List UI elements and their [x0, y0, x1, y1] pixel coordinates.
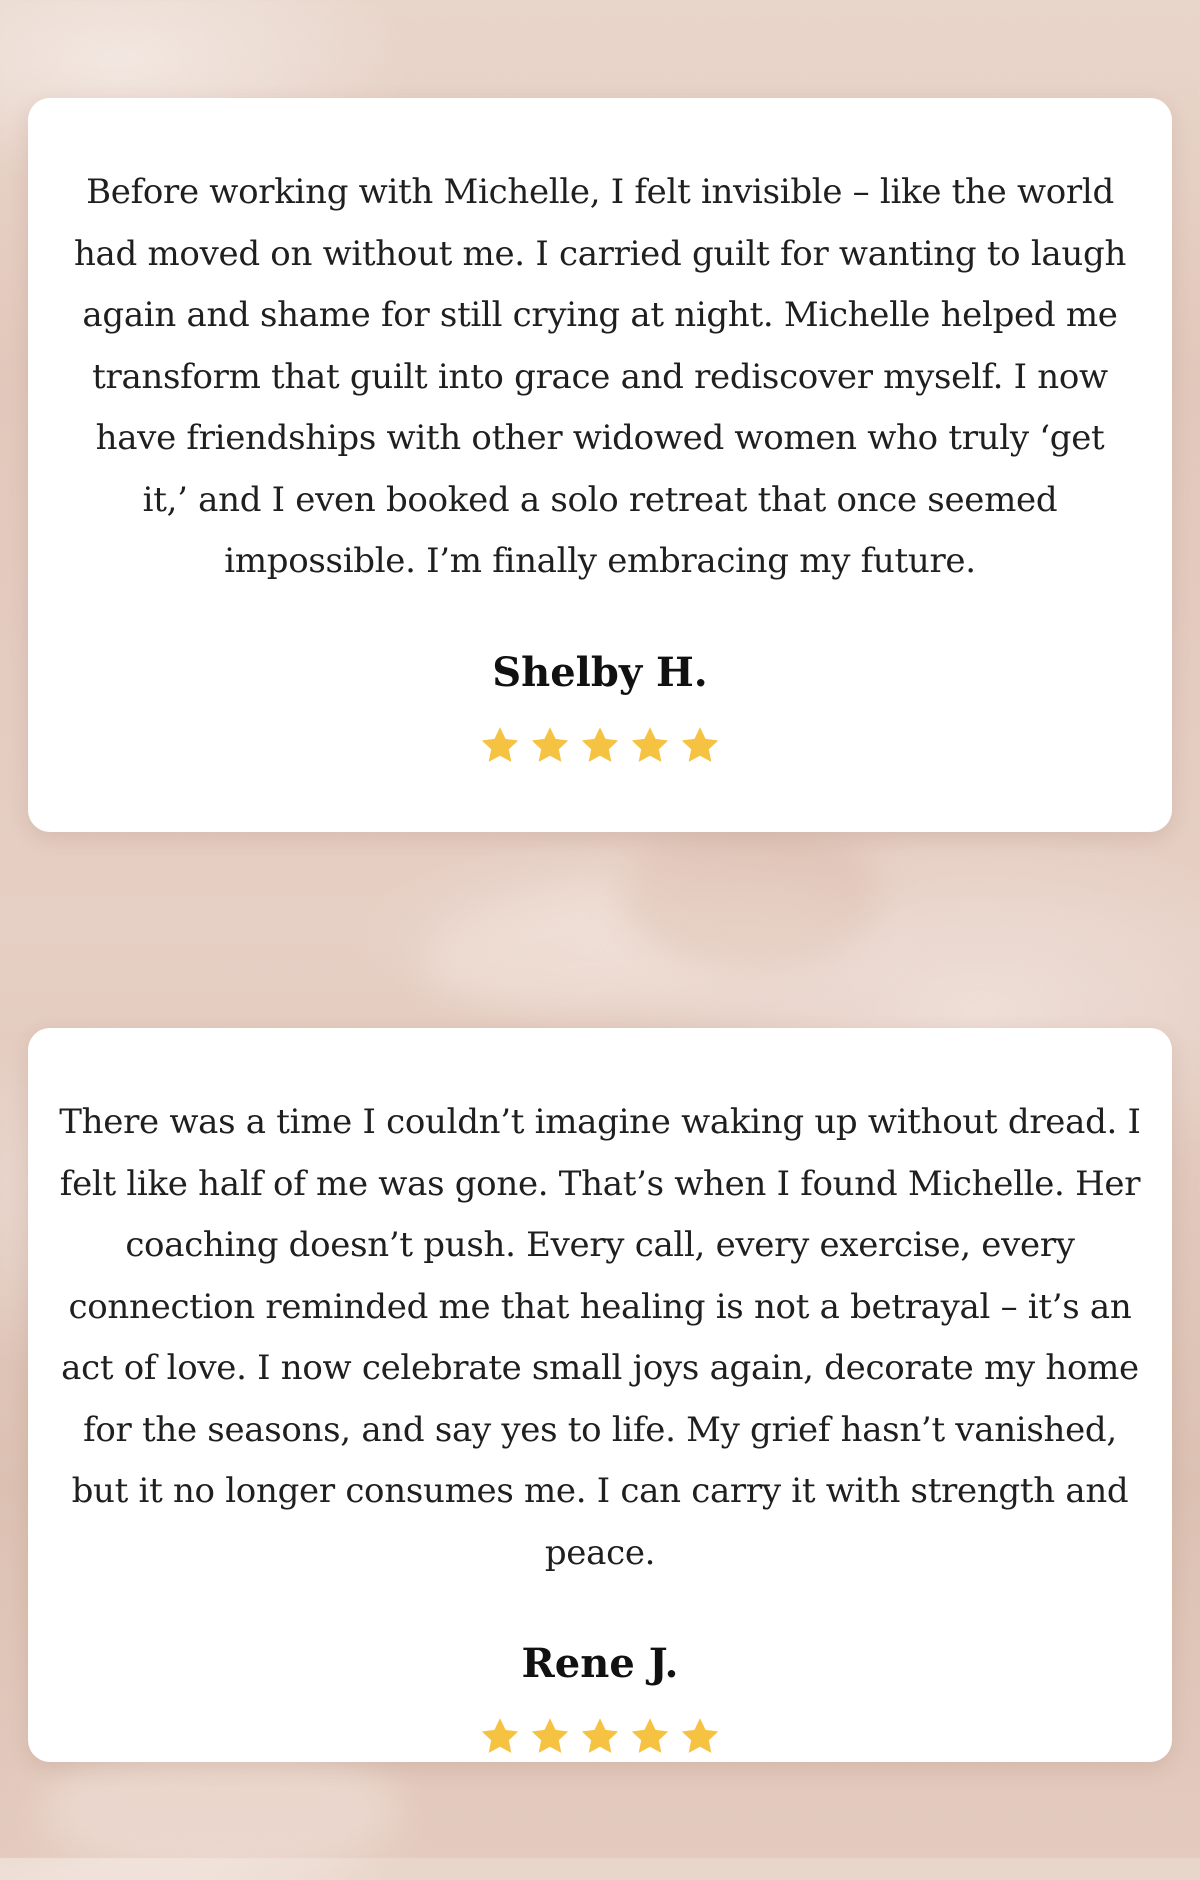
testimonial-author: Rene J. — [521, 1640, 679, 1687]
testimonial-quote: Before working with Michelle, I felt invisible – like the world had moved on without me. I carried guilt for wanting to laugh again and shame for still crying at night. Michelle helped me transform that guilt into grace and rediscover myself. I now have friendships with other widowed women who truly ‘get it,’ and I even booked a solo retreat that once seemed impossible. I’m finally embracing my future. — [73, 172, 1127, 581]
testimonial-quote: There was a time I couldn’t imagine waking up without dread. I felt like half of me was gone. That’s when I found Michelle. Her coaching doesn’t push. Every call, every exercise, every connection reminded me that healing is not a betrayal – it’s an act of love. I now celebrate small joys again, decorate my home for the seasons, and say yes to life. My grief hasn’t vanished, but it no longer consumes me. I can carry it with strength and peace. — [59, 1102, 1141, 1573]
star-rating — [28, 723, 1172, 769]
star-icon — [527, 1714, 573, 1760]
testimonial-card — [28, 1028, 1172, 1762]
testimonial-author: Shelby H. — [492, 648, 708, 696]
background-blur-shape — [620, 820, 880, 970]
star-rating — [28, 1714, 1172, 1760]
star-icon — [627, 723, 673, 769]
star-icon — [477, 723, 523, 769]
star-icon — [477, 1714, 523, 1760]
star-icon — [527, 723, 573, 769]
star-icon — [577, 723, 623, 769]
star-icon — [577, 1714, 623, 1760]
star-icon — [677, 723, 723, 769]
background-blur-shape — [414, 851, 847, 1028]
testimonial-card — [28, 98, 1172, 832]
star-icon — [627, 1714, 673, 1760]
star-icon — [677, 1714, 723, 1760]
